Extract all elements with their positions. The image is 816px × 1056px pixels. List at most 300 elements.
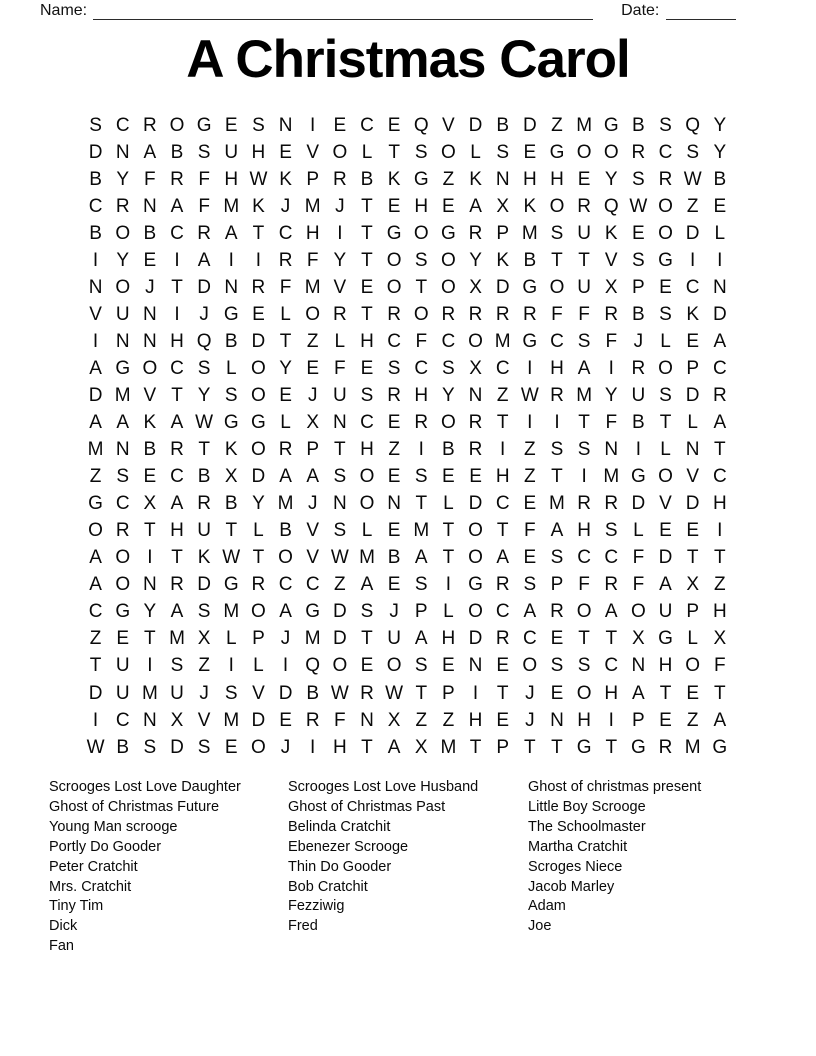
grid-letter: I (527, 412, 533, 434)
grid-letter: I (147, 655, 153, 677)
grid-letter: O (441, 141, 456, 163)
grid-letter: F (578, 303, 590, 325)
grid-letter: C (305, 574, 320, 596)
grid-letter: R (631, 357, 646, 379)
grid-letter: O (386, 655, 402, 677)
grid-letter: M (223, 195, 240, 217)
grid-letter: C (170, 466, 184, 488)
grid-letter: H (522, 168, 537, 190)
grid-letter: Y (604, 168, 618, 190)
grid-letter: H (224, 168, 239, 190)
grid-letter: B (224, 330, 238, 352)
grid-letter: C (522, 628, 537, 650)
grid-letter: E (550, 682, 564, 704)
grid-letter: I (608, 357, 614, 379)
grid-letter: Z (524, 439, 536, 461)
grid-letter: K (469, 168, 482, 190)
grid-letter: O (115, 547, 131, 569)
grid-letter: Y (713, 141, 727, 163)
grid-letter: C (604, 547, 619, 569)
grid-letter: B (143, 222, 157, 244)
grid-letter: J (280, 736, 291, 758)
grid-letter: F (524, 520, 536, 542)
word-list-item: Fan (49, 938, 74, 955)
grid-letter: S (550, 222, 564, 244)
grid-letter: Z (89, 466, 102, 488)
grid-letter: S (632, 168, 645, 190)
grid-letter: X (713, 628, 727, 650)
word-list-item: Portly Do Gooder (49, 838, 162, 855)
word-list (0, 778, 816, 968)
grid-letter: A (577, 357, 591, 379)
grid-letter: T (334, 439, 346, 461)
grid-letter: Z (551, 114, 563, 136)
grid-letter: H (441, 628, 456, 650)
grid-letter: S (686, 141, 699, 163)
grid-letter: A (170, 195, 184, 217)
grid-letter: C (278, 222, 293, 244)
grid-letter: A (89, 547, 102, 569)
grid-letter: A (89, 412, 102, 434)
grid-letter: T (252, 547, 265, 569)
word-list-item: Ghost of Christmas Future (49, 798, 220, 815)
grid-letter: C (115, 493, 130, 515)
grid-letter: L (443, 493, 454, 515)
grid-letter: F (306, 249, 319, 271)
grid-letter: E (496, 655, 510, 677)
grid-letter: R (387, 384, 401, 406)
grid-letter: O (386, 249, 402, 271)
grid-letter: E (686, 520, 699, 542)
grid-letter: H (414, 195, 429, 217)
grid-letter: E (659, 276, 672, 298)
grid-letter: E (632, 222, 645, 244)
word-list-item: Little Boy Scrooge (528, 798, 646, 815)
grid-letter: P (442, 682, 455, 704)
grid-letter: T (89, 655, 102, 677)
grid-letter: C (170, 222, 184, 244)
grid-letter: E (387, 412, 401, 434)
grid-letter: O (576, 682, 592, 704)
grid-letter: U (197, 520, 211, 542)
word-list-item: Adam (528, 898, 566, 915)
grid-letter: R (577, 493, 591, 515)
grid-letter: Q (413, 114, 429, 136)
grid-letter: O (413, 303, 429, 325)
grid-letter: J (199, 682, 209, 704)
grid-letter: B (143, 439, 157, 461)
grid-letter: S (360, 601, 374, 623)
grid-letter: B (306, 682, 320, 704)
grid-letter: C (88, 601, 103, 623)
grid-letter: P (686, 601, 699, 623)
grid-letter: Y (116, 168, 130, 190)
grid-letter: O (305, 303, 321, 325)
word-list-item: Dick (49, 918, 78, 935)
grid-letter: T (605, 628, 618, 650)
grid-letter: T (415, 276, 428, 298)
grid-letter: V (252, 682, 265, 704)
grid-letter: T (361, 303, 373, 325)
grid-letter: P (632, 276, 645, 298)
grid-letter: I (554, 412, 560, 434)
grid-letter: P (496, 222, 510, 244)
grid-letter: G (522, 276, 538, 298)
grid-letter: N (142, 195, 157, 217)
word-list-column (49, 778, 241, 957)
grid-letter: F (632, 574, 645, 596)
grid-letter: T (361, 249, 373, 271)
grid-letter: I (337, 222, 343, 244)
grid-letter: D (658, 547, 673, 569)
grid-letter: O (251, 736, 266, 758)
grid-letter: B (279, 520, 292, 542)
grid-letter: A (224, 222, 238, 244)
grid-letter: Z (442, 709, 455, 731)
grid-letter: L (633, 520, 644, 542)
grid-letter: D (197, 574, 211, 596)
grid-letter: H (712, 601, 727, 623)
grid-letter: L (361, 520, 373, 542)
grid-letter: T (578, 412, 590, 434)
word-list-item: Fezziwig (288, 898, 345, 915)
grid-letter: B (387, 547, 401, 569)
grid-letter: H (170, 330, 184, 352)
grid-letter: T (469, 736, 482, 758)
grid-letter: W (520, 384, 539, 406)
grid-letter: S (387, 357, 401, 379)
grid-letter: E (550, 628, 564, 650)
grid-letter: O (549, 195, 565, 217)
grid-letter: E (387, 520, 401, 542)
grid-letter: M (87, 439, 104, 461)
grid-letter: B (523, 249, 537, 271)
grid-letter: T (388, 141, 400, 163)
grid-letter: V (604, 249, 618, 271)
grid-letter: E (442, 655, 455, 677)
grid-letter: O (142, 357, 158, 379)
grid-letter: E (496, 709, 510, 731)
grid-letter: D (468, 628, 483, 650)
grid-letter: S (414, 249, 428, 271)
grid-letter: M (277, 493, 294, 515)
grid-letter: G (115, 357, 131, 379)
grid-letter: S (604, 520, 618, 542)
grid-letter: O (522, 655, 538, 677)
grid-letter: A (387, 736, 401, 758)
grid-letter: L (334, 330, 346, 352)
grid-letter: T (551, 736, 563, 758)
grid-letter: G (549, 141, 565, 163)
grid-letter: R (550, 601, 564, 623)
grid-letter: R (550, 384, 564, 406)
grid-letter: D (332, 628, 347, 650)
grid-letter: S (659, 384, 672, 406)
grid-letter: T (361, 195, 373, 217)
grid-letter: F (632, 547, 645, 569)
grid-letter: I (527, 357, 533, 379)
grid-letter: P (306, 439, 320, 461)
grid-letter: L (660, 330, 671, 352)
word-list-item: Tiny Tim (49, 898, 104, 915)
grid-letter: S (414, 655, 428, 677)
word-list-item: Scrooges Lost Love Husband (288, 779, 479, 795)
grid-letter: L (280, 412, 291, 434)
word-search-grid (82, 112, 733, 761)
grid-letter: D (712, 303, 727, 325)
grid-letter: D (685, 384, 700, 406)
grid-letter: E (442, 466, 455, 488)
grid-letter: R (305, 709, 320, 731)
grid-letter: Y (197, 384, 211, 406)
grid-letter: M (304, 276, 321, 298)
grid-letter: E (686, 330, 699, 352)
grid-letter: E (360, 276, 374, 298)
grid-letter: G (115, 601, 131, 623)
word-list-item: Belinda Cratchit (288, 818, 391, 835)
grid-letter: H (577, 520, 591, 542)
grid-letter: I (92, 249, 99, 271)
grid-letter: V (659, 493, 672, 515)
grid-letter: B (632, 303, 645, 325)
grid-letter: J (389, 601, 399, 623)
grid-letter: C (658, 141, 673, 163)
grid-letter: R (441, 303, 456, 325)
grid-letter: S (659, 303, 672, 325)
grid-letter: R (712, 384, 727, 406)
grid-letter: C (577, 547, 591, 569)
grid-letter: T (442, 520, 455, 542)
grid-letter: C (550, 330, 564, 352)
grid-letter: S (550, 439, 564, 461)
grid-letter: T (415, 493, 428, 515)
grid-letter: N (550, 709, 564, 731)
grid-letter: G (441, 222, 456, 244)
grid-letter: T (496, 412, 509, 434)
grid-letter: F (714, 655, 726, 677)
grid-letter: S (170, 655, 184, 677)
grid-letter: U (170, 682, 184, 704)
grid-letter: I (445, 574, 452, 596)
grid-letter: L (687, 628, 698, 650)
grid-letter: G (88, 493, 103, 515)
grid-letter: Y (279, 357, 292, 379)
word-list-item: Joe (528, 918, 552, 935)
grid-letter: O (169, 114, 185, 136)
grid-letter: R (522, 303, 537, 325)
grid-letter: M (304, 195, 321, 217)
grid-letter: T (714, 439, 726, 461)
grid-letter: T (442, 547, 455, 569)
grid-letter: O (658, 466, 673, 488)
grid-letter: O (332, 141, 348, 163)
grid-letter: T (686, 547, 699, 569)
grid-letter: R (658, 736, 673, 758)
grid-letter: S (442, 357, 455, 379)
grid-letter: G (413, 168, 429, 190)
grid-letter: F (578, 574, 590, 596)
grid-letter: S (632, 249, 645, 271)
date-label: Date: (621, 2, 660, 19)
grid-letter: S (224, 682, 238, 704)
grid-letter: Z (415, 709, 428, 731)
grid-letter: R (115, 195, 130, 217)
grid-letter: D (251, 330, 266, 352)
grid-letter: B (360, 168, 374, 190)
grid-letter: A (713, 709, 727, 731)
grid-letter: O (658, 222, 673, 244)
grid-letter: O (115, 574, 131, 596)
grid-letter: N (360, 709, 374, 731)
grid-letter: J (280, 628, 291, 650)
grid-letter: R (414, 412, 429, 434)
grid-letter: D (170, 736, 184, 758)
grid-letter: F (144, 168, 156, 190)
word-list-item: Ghost of christmas present (528, 779, 702, 795)
grid-letter: O (332, 655, 348, 677)
grid-letter: K (224, 439, 238, 461)
grid-letter: M (603, 466, 620, 488)
grid-letter: S (197, 736, 211, 758)
grid-letter: X (306, 412, 320, 434)
grid-letter: Z (714, 574, 726, 596)
grid-letter: I (635, 439, 642, 461)
grid-letter: C (712, 357, 727, 379)
grid-letter: H (251, 141, 266, 163)
grid-letter: O (468, 520, 483, 542)
grid-letter: J (307, 493, 318, 515)
grid-letter: L (225, 628, 237, 650)
grid-letter: Z (442, 168, 455, 190)
grid-letter: G (196, 114, 212, 136)
grid-letter: M (440, 736, 457, 758)
grid-letter: O (603, 141, 619, 163)
grid-letter: F (551, 303, 563, 325)
grid-letter: T (659, 682, 672, 704)
grid-letter: P (632, 709, 645, 731)
grid-letter: Q (685, 114, 701, 136)
grid-letter: U (332, 384, 347, 406)
grid-letter: G (522, 330, 538, 352)
grid-letter: P (686, 357, 699, 379)
grid-letter: S (333, 520, 347, 542)
grid-letter: I (228, 655, 234, 677)
grid-letter: Z (388, 439, 400, 461)
grid-letter: R (170, 574, 184, 596)
grid-letter: S (659, 114, 672, 136)
grid-letter: E (713, 195, 727, 217)
grid-letter: V (306, 520, 320, 542)
grid-letter: S (550, 655, 564, 677)
grid-letter: D (88, 682, 103, 704)
grid-letter: H (712, 493, 727, 515)
grid-letter: E (659, 709, 672, 731)
grid-letter: X (604, 276, 618, 298)
grid-letter: R (278, 249, 293, 271)
grid-letter: X (469, 357, 482, 379)
grid-letter: H (360, 330, 374, 352)
grid-letter: I (418, 439, 424, 461)
grid-letter: S (252, 114, 265, 136)
grid-letter: C (685, 276, 700, 298)
grid-letter: E (523, 547, 537, 569)
grid-letter: O (576, 141, 592, 163)
grid-letter: T (415, 682, 428, 704)
grid-letter: G (630, 736, 646, 758)
grid-letter: M (359, 547, 375, 569)
grid-letter: Y (116, 249, 130, 271)
grid-letter: F (334, 709, 346, 731)
grid-letter: L (253, 655, 264, 677)
grid-letter: A (414, 547, 428, 569)
grid-letter: R (495, 628, 510, 650)
grid-letter: M (684, 736, 701, 758)
grid-letter: W (195, 412, 214, 434)
grid-letter: R (604, 574, 619, 596)
grid-letter: R (251, 574, 266, 596)
grid-letter: W (86, 736, 105, 758)
grid-letter: N (142, 303, 157, 325)
word-list-item: Peter Cratchit (49, 858, 138, 875)
grid-letter: T (144, 520, 156, 542)
grid-letter: W (330, 547, 349, 569)
grid-letter: T (578, 628, 590, 650)
grid-letter: A (713, 412, 727, 434)
grid-letter: C (604, 655, 619, 677)
grid-letter: D (631, 493, 646, 515)
grid-letter: M (169, 628, 185, 650)
grid-letter: I (147, 547, 153, 569)
grid-letter: N (224, 276, 239, 298)
grid-letter: X (414, 736, 428, 758)
grid-letter: R (631, 141, 646, 163)
grid-letter: F (605, 412, 618, 434)
grid-letter: Y (333, 249, 347, 271)
grid-letter: T (361, 222, 373, 244)
grid-letter: E (360, 357, 374, 379)
grid-letter: M (141, 682, 158, 704)
grid-letter: I (472, 682, 479, 704)
grid-letter: C (88, 195, 103, 217)
grid-letter: A (143, 141, 157, 163)
grid-letter: U (387, 628, 401, 650)
grid-letter: D (522, 114, 537, 136)
grid-letter: F (415, 330, 428, 352)
grid-letter: N (115, 141, 130, 163)
grid-letter: E (224, 736, 238, 758)
grid-letter: C (115, 709, 130, 731)
grid-letter: O (441, 276, 456, 298)
grid-letter: O (441, 249, 456, 271)
grid-letter: D (251, 709, 266, 731)
grid-letter: K (686, 303, 699, 325)
grid-letter: N (115, 330, 130, 352)
grid-letter: N (142, 574, 157, 596)
grid-letter: K (143, 412, 157, 434)
grid-letter: R (170, 439, 184, 461)
grid-letter: S (414, 574, 428, 596)
word-list-item: Jacob Marley (528, 878, 615, 895)
grid-letter: P (496, 736, 510, 758)
grid-letter: B (197, 466, 211, 488)
grid-letter: N (604, 439, 619, 461)
grid-letter: K (279, 168, 292, 190)
grid-letter: I (282, 655, 289, 677)
grid-letter: Z (686, 195, 699, 217)
grid-letter: V (143, 384, 157, 406)
grid-letter: C (441, 330, 456, 352)
grid-letter: A (197, 249, 211, 271)
